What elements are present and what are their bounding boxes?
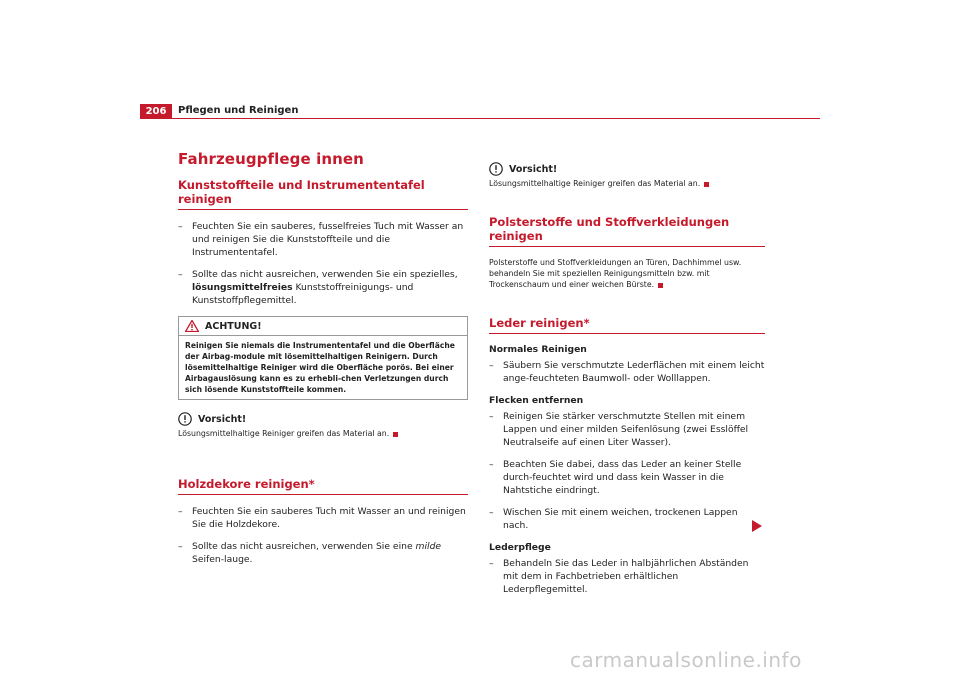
list-item: – Feuchten Sie ein sauberes, fusselfreies Tuch mit Wasser an und reinigen Sie die Kunststoffteile und die Instrumententafel. — [178, 220, 468, 259]
end-marker-icon — [393, 432, 398, 437]
end-marker-icon — [704, 182, 709, 187]
caution-label: Vorsicht! — [198, 413, 247, 425]
leder-normal-steps — [489, 359, 765, 385]
page-title: Fahrzeugpflege innen — [178, 150, 364, 168]
page-number: 206 — [140, 104, 172, 119]
kunststoff-steps — [178, 220, 468, 307]
exclamation-circle-icon — [489, 162, 503, 176]
emphasis-bold: lösungsmittelfreies — [192, 282, 293, 293]
next-page-arrow-icon[interactable] — [752, 520, 762, 532]
list-item: – Säubern Sie verschmutzte Lederflächen mit einem leicht ange-feuchteten Baumwoll- oder Wolllappen. — [489, 359, 765, 385]
list-item: – Behandeln Sie das Leder in halbjährlichen Abständen mit dem in Fachbetrieben erhältlichen Lederpflegemittel. — [489, 557, 765, 596]
section-heading: Leder reinigen* — [489, 316, 765, 334]
caution-text: Lösungsmittelhaltige Reiniger greifen das Material an. — [489, 179, 701, 188]
polster-body — [489, 257, 765, 290]
leder-flecken-steps — [489, 410, 765, 532]
warning-label: ACHTUNG! — [205, 320, 262, 332]
subheading-pflege: Lederpflege — [489, 542, 551, 553]
text-fragment: Kunststoffreinigungs- und Kunststoffpflegemittel. — [192, 282, 414, 306]
section-heading: Kunststoffteile und Instrumententafel reinigen — [178, 178, 468, 210]
list-item: – Feuchten Sie ein sauberes Tuch mit Wasser an und reinigen Sie die Holzdekore. — [178, 505, 468, 531]
caution-text: Lösungsmittelhaltige Reiniger greifen das Material an. — [178, 429, 390, 438]
list-item: – Reinigen Sie stärker verschmutzte Stellen mit einem Lappen und einer milden Seifenlösung (zwei Esslöffel Neutralseife auf einen Liter Wasser). — [489, 410, 765, 449]
list-item — [178, 268, 468, 307]
section-polster — [489, 215, 765, 247]
subheading-normal: Normales Reinigen — [489, 344, 587, 355]
left-column — [178, 150, 468, 575]
polster-text: Polsterstoffe und Stoffverkleidungen an Türen, Dachhimmel usw. behandeln Sie mit speziellen Reinigungsmitteln bzw. mit Trockenschaum und einer weichen Bürste. — [489, 258, 742, 289]
warning-title — [179, 317, 467, 336]
text-fragment: Sollte das nicht ausreichen, verwenden Sie eine — [192, 541, 416, 552]
warning-box — [178, 316, 468, 400]
caution-title — [178, 412, 468, 426]
emphasis-italic: milde — [415, 541, 442, 552]
caution-body — [489, 178, 765, 189]
section-heading: Holzdekore reinigen* — [178, 477, 468, 495]
right-column — [489, 158, 765, 605]
leder-pflege-steps — [489, 557, 765, 596]
section-holz — [178, 477, 468, 495]
section-heading: Polsterstoffe und Stoffverkleidungen reinigen — [489, 215, 765, 247]
end-marker-icon — [658, 283, 663, 288]
text-fragment: Seifen-lauge. — [192, 554, 253, 565]
caution-label: Vorsicht! — [509, 163, 558, 175]
warning-body: Reinigen Sie niemals die Instrumententafel und die Oberfläche der Airbag-module mit lösemittelhaltigen Reinigern. Durch lösemittelhaltige Reiniger wird die Oberfläche porös. Bei einer Airbagauslösung kann es zu erhebli-chen Verletzungen durch sich lösende Kunststoffteile kommen. — [185, 341, 455, 394]
caution-body — [178, 428, 468, 439]
list-item: – Wischen Sie mit einem weichen, trockenen Lappen nach. — [489, 506, 765, 532]
caution-title — [489, 162, 765, 176]
exclamation-circle-icon — [178, 412, 192, 426]
list-item: – Beachten Sie dabei, dass das Leder an keiner Stelle durch-feuchtet wird und dass kein Wasser in die Nahtstiche eindringt. — [489, 458, 765, 497]
section-kunststoff — [178, 178, 468, 210]
list-item — [178, 540, 468, 566]
section-leder — [489, 316, 765, 334]
subheading-flecken: Flecken entfernen — [489, 395, 584, 406]
chapter-title: Pflegen und Reinigen — [178, 105, 299, 116]
text-fragment: Sollte das nicht ausreichen, verwenden Sie ein spezielles, — [192, 269, 458, 280]
watermark: carmanualsonline.info — [570, 648, 802, 672]
warning-triangle-icon — [185, 320, 199, 332]
holz-steps — [178, 505, 468, 566]
